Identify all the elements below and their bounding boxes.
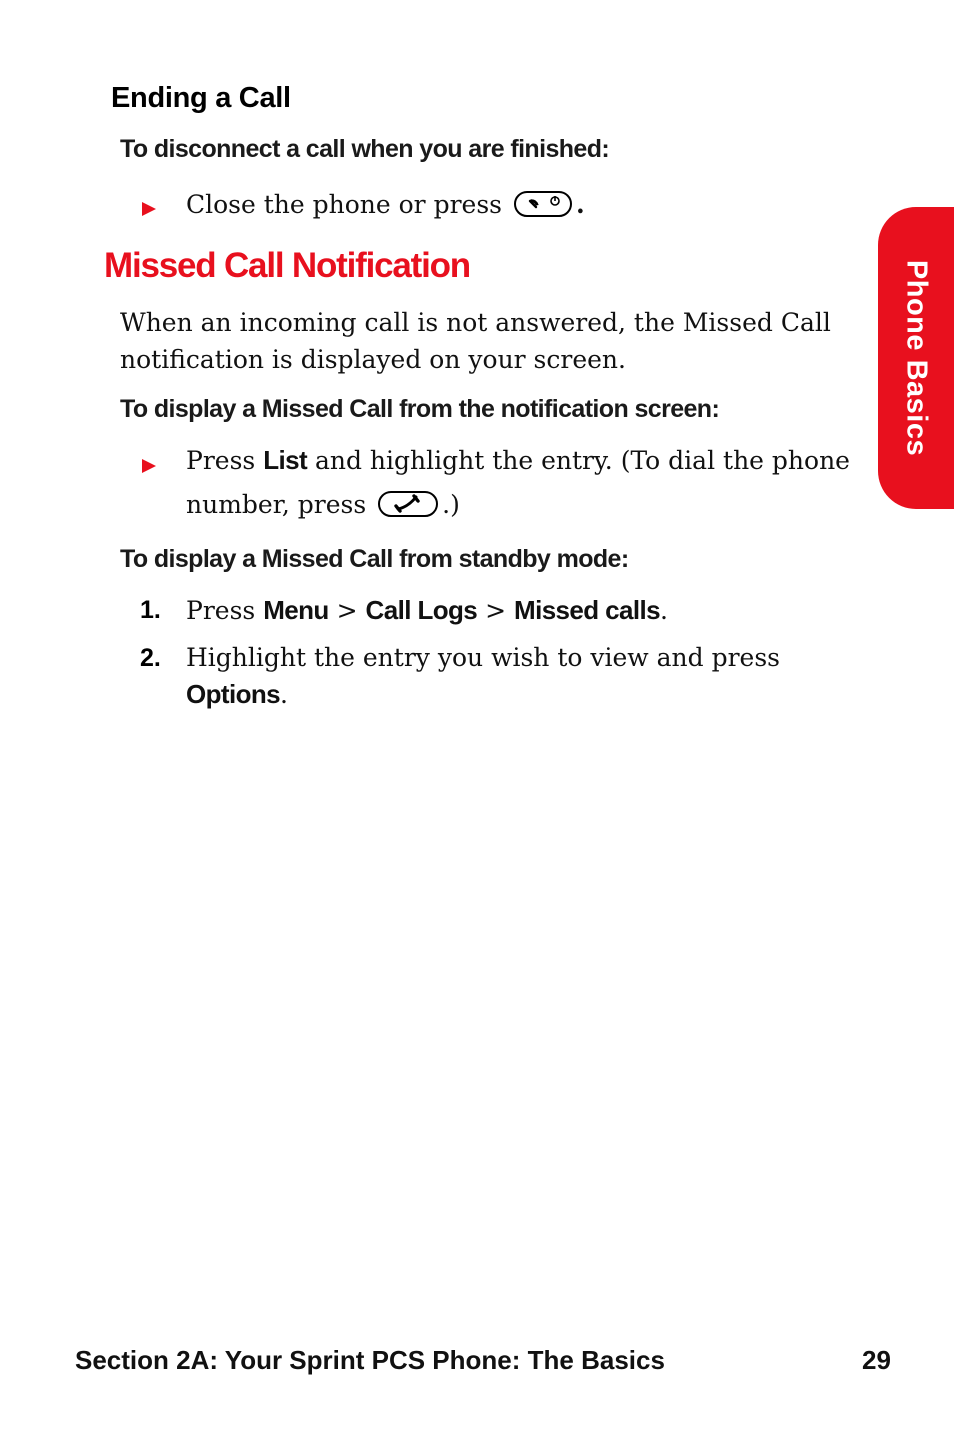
standby-step-1 — [186, 592, 668, 629]
ending-call-heading: Ending a Call — [111, 82, 291, 114]
disconnect-instruction: To disconnect a call when you are finished: — [120, 135, 610, 163]
missed-calls-label: Missed calls — [514, 595, 661, 625]
talk-key-icon — [378, 491, 438, 517]
step1-press: Press — [186, 596, 256, 625]
notification-step-line-2 — [186, 486, 460, 523]
standby-step-2 — [186, 639, 780, 713]
number-press-text: number, press — [186, 490, 367, 519]
call-logs-label: Call Logs — [365, 595, 478, 625]
missed-call-heading: Missed Call Notification — [104, 246, 470, 285]
disconnect-step-text: Close the phone or press — [186, 190, 502, 219]
options-label: Options — [186, 679, 281, 709]
step2-line-1: Highlight the entry you wish to view and press — [186, 643, 781, 672]
press-text: Press — [186, 446, 256, 475]
missed-call-intro — [120, 304, 831, 378]
page-number: 29 — [862, 1345, 891, 1375]
intro-line-2: notification is displayed on your screen. — [120, 345, 626, 374]
bullet-icon — [142, 202, 156, 216]
standby-instruction: To display a Missed Call from standby mode: — [120, 545, 629, 573]
step2-end: . — [280, 680, 288, 709]
end-key-icon — [514, 191, 572, 217]
step-number-2: 2. — [140, 644, 161, 672]
side-tab-label: Phone Basics — [900, 259, 933, 457]
intro-line-1: When an incoming call is not answered, the Missed Call — [120, 308, 831, 337]
section-side-tab — [878, 207, 954, 509]
menu-label: Menu — [263, 595, 329, 625]
bullet-icon — [142, 459, 156, 473]
step1-end: . — [660, 596, 668, 625]
disconnect-step — [186, 186, 585, 223]
notification-instruction: To display a Missed Call from the notification screen: — [120, 395, 720, 423]
separator: > — [336, 596, 358, 625]
disconnect-step-end: . — [575, 190, 585, 219]
notification-step-rest: and highlight the entry. (To dial the phone — [314, 446, 850, 475]
separator: > — [485, 596, 507, 625]
step2-line-2 — [186, 676, 780, 713]
step-number-1: 1. — [140, 596, 161, 624]
footer-section-title: Section 2A: Your Sprint PCS Phone: The Basics — [75, 1345, 665, 1375]
notification-step-line-1 — [186, 442, 850, 479]
list-softkey-label: List — [263, 445, 308, 475]
number-press-end: .) — [442, 490, 460, 519]
